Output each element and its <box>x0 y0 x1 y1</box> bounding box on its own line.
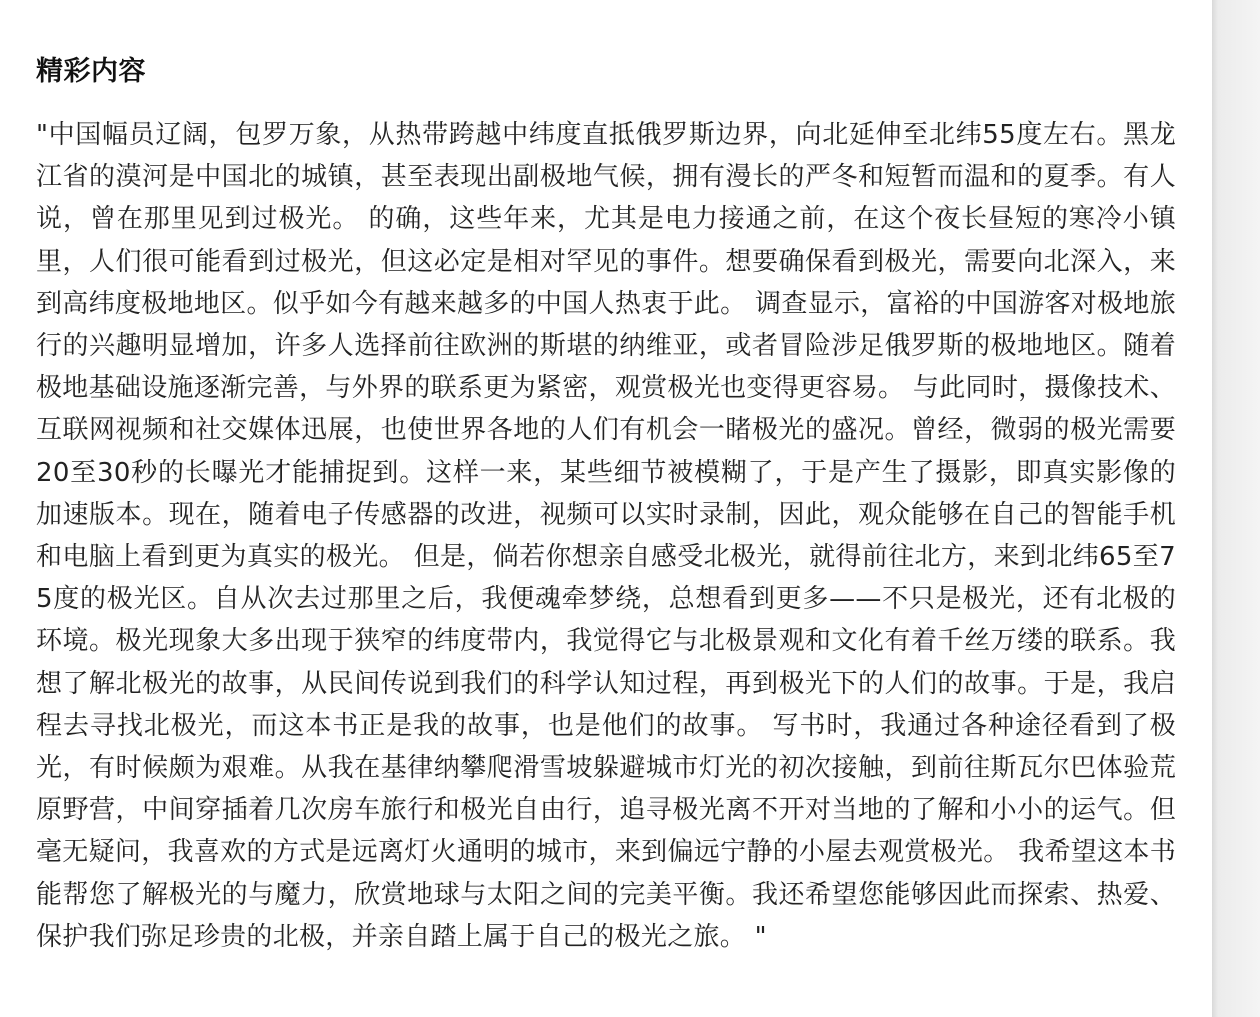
right-gutter <box>1212 0 1260 1017</box>
section-title: 精彩内容 <box>36 56 146 87</box>
content-body: "中国幅员辽阔，包罗万象，从热带跨越中纬度直抵俄罗斯边界，向北延伸至北纬55度左右。黑龙江省的漠河是中国北的城镇，甚至表现出副极地气候，拥有漫长的严冬和短暂而温和的夏季。有人说，曾在那里见到过极光。 的确，这些年来，尤其是电力接通之前，在这个夜长昼短的寒冷小镇里，人们很可能看到过极光，但这必定是相对罕见的事件。想要确保看到极光，需要向北深入，来到高纬度极地地区。似乎如今有越来越多的中国人热衷于此。 调查显示，富裕的中国游客对极地旅行的兴趣明显增加，许多人选择前往欧洲的斯堪的纳维亚，或者冒险涉足俄罗斯的极地地区。随着极地基础设施逐渐完善，与外界的联系更为紧密，观赏极光也变得更容易。 与此同时，摄像技术、互联网视频和社交媒体迅展，也使世界各地的人们有机会一睹极光的盛况。曾经，微弱的极光需要20至30秒的长曝光才能捕捉到。这样一来，某些细节被模糊了，于是产生了摄影，即真实影像的加速版本。现在，随着电子传感器的改进，视频可以实时录制，因此，观众能够在自己的智能手机和电脑上看到更为真实的极光。 但是，倘若你想亲自感受北极光，就得前往北方，来到北纬65至75度的极光区。自从次去过那里之后，我便魂牵梦绕，总想看到更多——不只是极光，还有北极的环境。极光现象大多出现于狭窄的纬度带内，我觉得它与北极景观和文化有着千丝万缕的联系。我想了解北极光的故事，从民间传说到我们的科学认知过程，再到极光下的人们的故事。于是，我启程去寻找北极光，而这本书正是我的故事，也是他们的故事。 写书时，我通过各种途径看到了极光，有时候颇为艰难。从我在基律纳攀爬滑雪坡躲避城市灯光的初次接触，到前往斯瓦尔巴体验荒原野营，中间穿插着几次房车旅行和极光自由行，追寻极光离不开对当地的了解和小小的运气。但毫无疑问，我喜欢的方式是远离灯火通明的城市，来到偏远宁静的小屋去观赏极光。 我希望这本书能帮您了解极光的与魔力，欣赏地球与太阳之间的完美平衡。我还希望您能够因此而探索、热爱、保护我们弥足珍贵的北极，并亲自踏上属于自己的极光之旅。 " <box>36 120 1176 952</box>
